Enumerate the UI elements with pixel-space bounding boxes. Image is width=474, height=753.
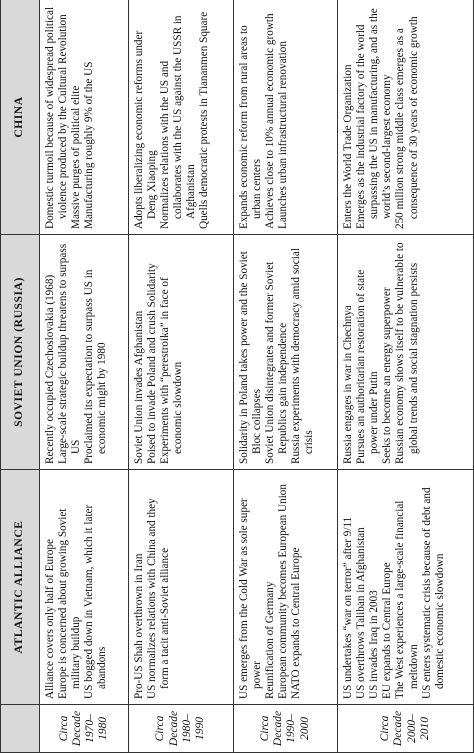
- list-item: Soviet Union invades Afghanistan: [132, 310, 145, 464]
- list-item: Recently occupied Czechoslovakia (1968): [44, 274, 56, 464]
- atlantic-cell: [338, 470, 474, 705]
- era-cell: [128, 705, 233, 753]
- soviet-list: [133, 240, 185, 464]
- list-item: US emerges from the Cold War as sole super power: [237, 498, 263, 699]
- era-line: 1980: [97, 717, 110, 740]
- era-cell: [233, 705, 338, 753]
- list-item: US undertakes “war on terror” after 9/11: [342, 516, 355, 699]
- china-cell: [233, 0, 338, 235]
- era-line: 2010: [418, 717, 431, 740]
- era-line: Circa: [258, 715, 271, 742]
- list-item: 250 million strong middle class emerges as a consequence of 30 years of economic growth: [394, 16, 420, 229]
- list-item: Massive purges of political elite: [70, 85, 83, 229]
- list-item: Adopts liberalizing economic reforms under Deng Xiaoping: [132, 30, 159, 229]
- header-atlantic-alliance: ATLANTIC ALLIANCE: [1, 470, 40, 705]
- table-row: [233, 0, 338, 753]
- list-item: Manufacturing roughly 9% of the US: [83, 61, 96, 229]
- list-item: Proclaimed its expectation to surpass US in economic might by 1980: [83, 269, 109, 464]
- era-line: 2000: [298, 717, 311, 740]
- soviet-list: [44, 240, 109, 464]
- china-cell: [338, 0, 474, 235]
- list-item: Poised to invade Poland and crush Solidarity: [146, 263, 159, 464]
- soviet-list: [238, 240, 317, 464]
- soviet-cell: [338, 235, 474, 470]
- list-item: Domestic turmoil because of widespread political violence produced by the Cultural Revolution: [44, 6, 70, 229]
- era-cell: [40, 705, 129, 753]
- table-row: [338, 0, 474, 753]
- era-line: Circa: [57, 715, 70, 742]
- header-corner: [1, 705, 40, 753]
- list-item: Experiments with “perestroika” in face of economic slowdown: [159, 277, 185, 464]
- list-item: US enters systematic crisis because of debt and domestic economic slowdown: [420, 487, 446, 699]
- china-cell: [128, 0, 233, 235]
- list-item: Soviet Union disintegrates and former Soviet Republics gain independence: [263, 261, 289, 464]
- atlantic-cell: [128, 470, 233, 705]
- china-list: [342, 5, 421, 229]
- list-item: US invades Iraq in 2003: [368, 590, 381, 699]
- header-china: CHINA: [1, 0, 40, 235]
- soviet-list: [342, 240, 421, 464]
- soviet-cell: [40, 235, 129, 470]
- list-item: Expands economic reform from rural areas to urban centers: [237, 25, 263, 229]
- atlantic-cell: [233, 470, 338, 705]
- list-item: US bogged down in Vietnam, which it later abandons: [83, 504, 109, 699]
- list-item: Quells democratic protests in Tiananmen Square: [198, 11, 211, 229]
- list-item: US overthrows Taliban in Afghanistan: [355, 527, 368, 699]
- era-line: Circa: [379, 715, 392, 742]
- era-line: 1980–: [180, 714, 193, 743]
- list-item: Russia engages in war in Chechnya: [342, 305, 355, 464]
- china-cell: [40, 0, 129, 235]
- china-list: [44, 5, 96, 229]
- era-line: 2000–: [405, 714, 418, 743]
- era-line: Decade: [70, 710, 83, 747]
- atlantic-cell: [40, 470, 129, 705]
- list-item: Seeks to become an energy superpower: [381, 287, 394, 464]
- list-item: Launches urban infrastructural renovation: [276, 41, 289, 229]
- table-row: [40, 0, 129, 753]
- list-item: Alliance covers only half of Europe: [44, 539, 56, 699]
- table-body: [40, 0, 474, 753]
- atlantic-list: [133, 475, 172, 699]
- soviet-cell: [128, 235, 233, 470]
- list-item: Russia experiments with democracy amid social crisis: [289, 248, 315, 464]
- soviet-cell: [233, 235, 338, 470]
- era-line: Decade: [272, 710, 285, 747]
- era-line: 1990–: [285, 714, 298, 743]
- list-item: US normalizes relations with China and they form a tacit anti-Soviet alliance: [146, 498, 172, 699]
- list-item: NATO expands to Central Europe: [289, 547, 302, 699]
- atlantic-list: [238, 475, 303, 699]
- table-row: [128, 0, 233, 753]
- era-cell: [338, 705, 474, 753]
- era-line: Circa: [154, 715, 167, 742]
- list-item: Emerges as the industrial factory of the world surpassing the US in manufacturing, and as the world’s second-largest economy: [355, 8, 394, 229]
- era-line: Decade: [392, 710, 405, 747]
- atlantic-list: [342, 475, 447, 699]
- china-list: [238, 5, 290, 229]
- list-item: EU expands to Central Europe: [381, 562, 394, 699]
- list-item: Russian economy shows itself to be vulnerable to global trends and social stagnation persists: [394, 242, 420, 464]
- atlantic-list: [44, 475, 109, 699]
- china-list: [133, 5, 212, 229]
- era-line: 1990: [193, 717, 206, 740]
- list-item: Reunification of Germany: [263, 581, 276, 699]
- list-item: Pursues an authoritarian restoration of state power under Putin: [355, 269, 381, 464]
- list-item: Achieves close to 10% annual economic growth: [263, 13, 276, 229]
- list-item: Pro-US Shah overthrown in Iran: [132, 553, 145, 699]
- list-item: Large-scale strategic buildup threatens to surpass US: [57, 243, 83, 464]
- era-line: 1970–: [83, 714, 96, 743]
- list-item: European community becomes European Union: [276, 484, 289, 699]
- header-row: [1, 0, 40, 753]
- header-soviet-union: SOVIET UNION (RUSSIA): [1, 235, 40, 470]
- list-item: Solidarity in Poland takes power and the Soviet Bloc collapses: [237, 251, 263, 464]
- list-item: Enters the World Trade Organization: [342, 64, 355, 229]
- list-item: Europe is concerned about growing Soviet military buildup: [57, 508, 83, 699]
- era-line: Decade: [167, 710, 180, 747]
- list-item: The West experiences a large-scale financial meltdown: [394, 500, 420, 699]
- list-item: Normalizes relations with the US and collaborates with the US against the USSR in Afghanistan: [159, 15, 198, 229]
